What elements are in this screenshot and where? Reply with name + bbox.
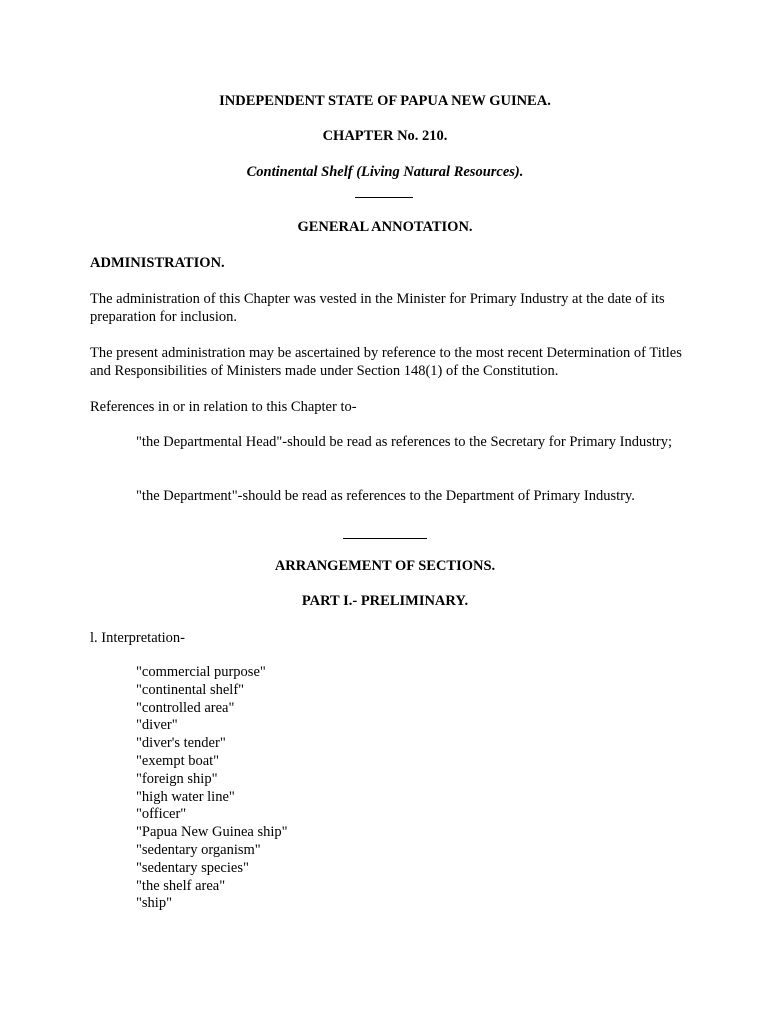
definition-item: "sedentary organism"	[136, 841, 261, 858]
definition-item: "high water line"	[136, 788, 235, 805]
definition-item: "Papua New Guinea ship"	[136, 824, 288, 841]
administration-paragraph-1: The administration of this Chapter was vested in the Minister for Primary Industry at the date of its preparation for inclusion.	[90, 291, 665, 325]
chapter-number: CHAPTER No. 210.	[322, 128, 448, 144]
definition-item: "diver"	[136, 717, 178, 734]
annotation-heading: GENERAL ANNOTATION.	[297, 219, 473, 235]
definition-item: "sedentary species"	[136, 859, 249, 876]
definition-item: "officer"	[136, 806, 187, 823]
section-interpretation: l. Interpretation-	[90, 630, 186, 646]
act-title: Continental Shelf (Living Natural Resources).	[246, 164, 524, 180]
definition-item: "foreign ship"	[136, 770, 218, 787]
reference-department: "the Department"-should be read as references to the Department of Primary Industry.	[136, 488, 635, 504]
state-title: INDEPENDENT STATE OF PAPUA NEW GUINEA.	[219, 93, 551, 109]
definition-item: "exempt boat"	[136, 752, 220, 769]
definition-item: "the shelf area"	[136, 877, 226, 894]
definition-item: "commercial purpose"	[136, 664, 266, 680]
references-intro: References in or in relation to this Chapter to-	[90, 399, 357, 415]
definition-item: "controlled area"	[136, 699, 235, 716]
definition-item: "diver's tender"	[136, 735, 226, 752]
reference-departmental-head: "the Departmental Head"-should be read as references to the Secretary for Primary Industry;	[136, 434, 673, 450]
arrangement-heading: ARRANGEMENT OF SECTIONS.	[274, 558, 496, 574]
definition-item: "ship"	[136, 895, 173, 912]
administration-heading: ADMINISTRATION.	[90, 255, 225, 271]
title-divider	[355, 197, 413, 198]
administration-paragraph-2: The present administration may be ascertained by reference to the most recent Determination of Titles and Responsibilities of Ministers made under Section 148(1) of the Constitution.	[90, 345, 682, 379]
definition-item: "continental shelf"	[136, 681, 245, 698]
part-heading: PART I.- PRELIMINARY.	[301, 593, 469, 609]
section-divider	[343, 538, 427, 539]
definitions-list	[136, 664, 288, 913]
